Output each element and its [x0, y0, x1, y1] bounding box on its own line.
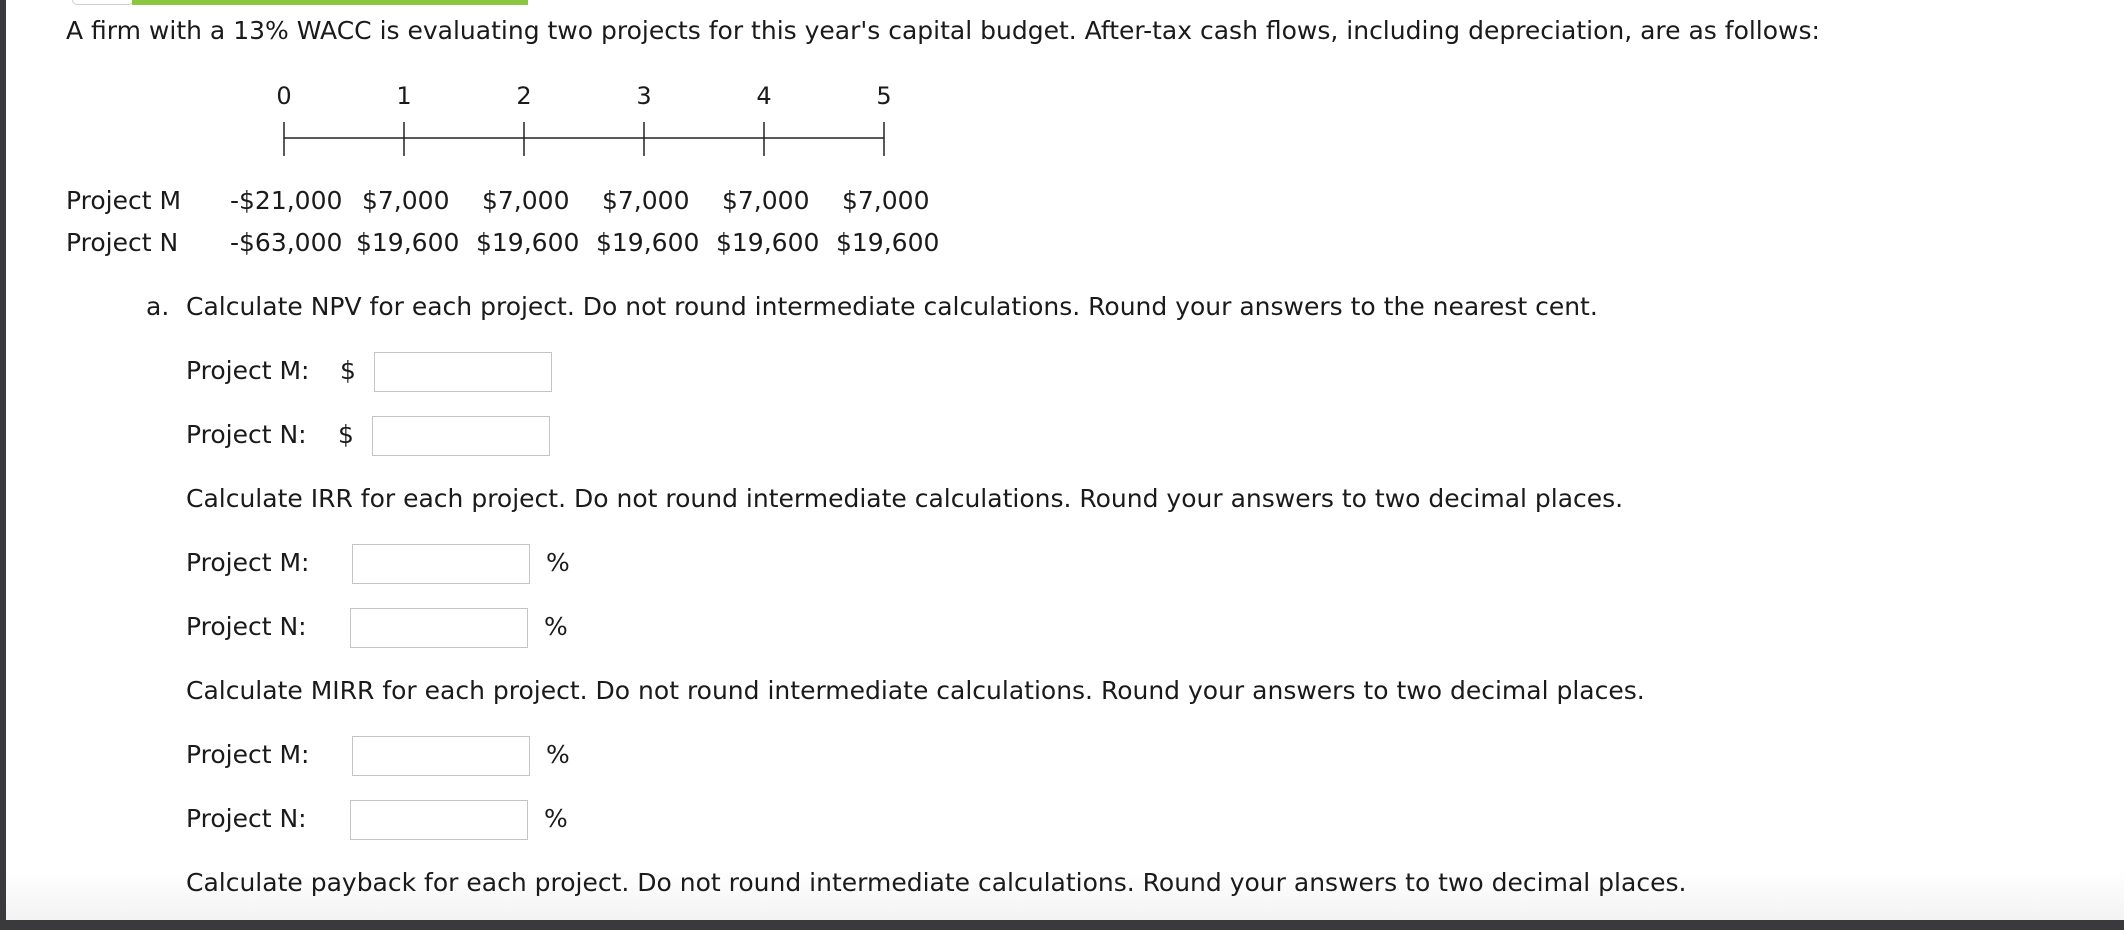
irr-m-label: Project M: — [186, 548, 310, 577]
npv-m-label: Project M: — [186, 356, 310, 385]
irr-n-input[interactable] — [350, 608, 528, 648]
project-name: Project N — [66, 228, 179, 257]
payback-instruction: Calculate payback for each project. Do not round intermediate calculations. Round your answers to two decimal places. — [186, 868, 1687, 897]
cash-flow: $19,600 — [356, 228, 460, 257]
period-label: 3 — [636, 82, 652, 110]
cash-flow: -$63,000 — [230, 228, 343, 257]
period-label: 5 — [876, 82, 892, 110]
mirr-n-input[interactable] — [350, 800, 528, 840]
cash-flow: $7,000 — [722, 186, 810, 215]
period-label: 2 — [516, 82, 532, 110]
irr-instruction: Calculate IRR for each project. Do not round intermediate calculations. Round your answers to two decimal places. — [186, 484, 1624, 513]
currency-symbol: $ — [340, 356, 356, 385]
irr-m-input[interactable] — [352, 544, 530, 584]
mirr-instruction: Calculate MIRR for each project. Do not round intermediate calculations. Round your answers to two decimal places. — [186, 676, 1645, 705]
percent-sign: % — [546, 740, 570, 769]
project-name: Project M — [66, 186, 182, 215]
cash-flow: -$21,000 — [230, 186, 343, 215]
currency-symbol: $ — [338, 420, 354, 449]
intro-text: A firm with a 13% WACC is evaluating two projects for this year's capital budget. After-tax cash flows, including depreciation, are as follows: — [66, 16, 1820, 45]
cash-flow: $19,600 — [836, 228, 940, 257]
irr-n-label: Project N: — [186, 612, 307, 641]
cash-flow: $7,000 — [602, 186, 690, 215]
percent-sign: % — [544, 804, 568, 833]
cash-flow: $7,000 — [362, 186, 450, 215]
tab-stub — [72, 0, 134, 5]
mirr-m-label: Project M: — [186, 740, 310, 769]
npv-m-input[interactable] — [374, 352, 552, 392]
part-a-marker: a. — [146, 292, 170, 321]
progress-bar — [132, 0, 528, 5]
cash-flow: $7,000 — [842, 186, 930, 215]
period-label: 0 — [276, 82, 292, 110]
period-label: 1 — [396, 82, 412, 110]
mirr-n-label: Project N: — [186, 804, 307, 833]
npv-n-input[interactable] — [372, 416, 550, 456]
period-label: 4 — [756, 82, 772, 110]
question-page — [6, 0, 2124, 920]
npv-n-label: Project N: — [186, 420, 307, 449]
npv-instruction: Calculate NPV for each project. Do not round intermediate calculations. Round your answers to the nearest cent. — [186, 292, 1598, 321]
cash-flow: $19,600 — [596, 228, 700, 257]
cash-flow: $19,600 — [716, 228, 820, 257]
timeline-axis — [276, 118, 896, 160]
percent-sign: % — [546, 548, 570, 577]
mirr-m-input[interactable] — [352, 736, 530, 776]
percent-sign: % — [544, 612, 568, 641]
cash-flow: $7,000 — [482, 186, 570, 215]
cash-flow: $19,600 — [476, 228, 580, 257]
